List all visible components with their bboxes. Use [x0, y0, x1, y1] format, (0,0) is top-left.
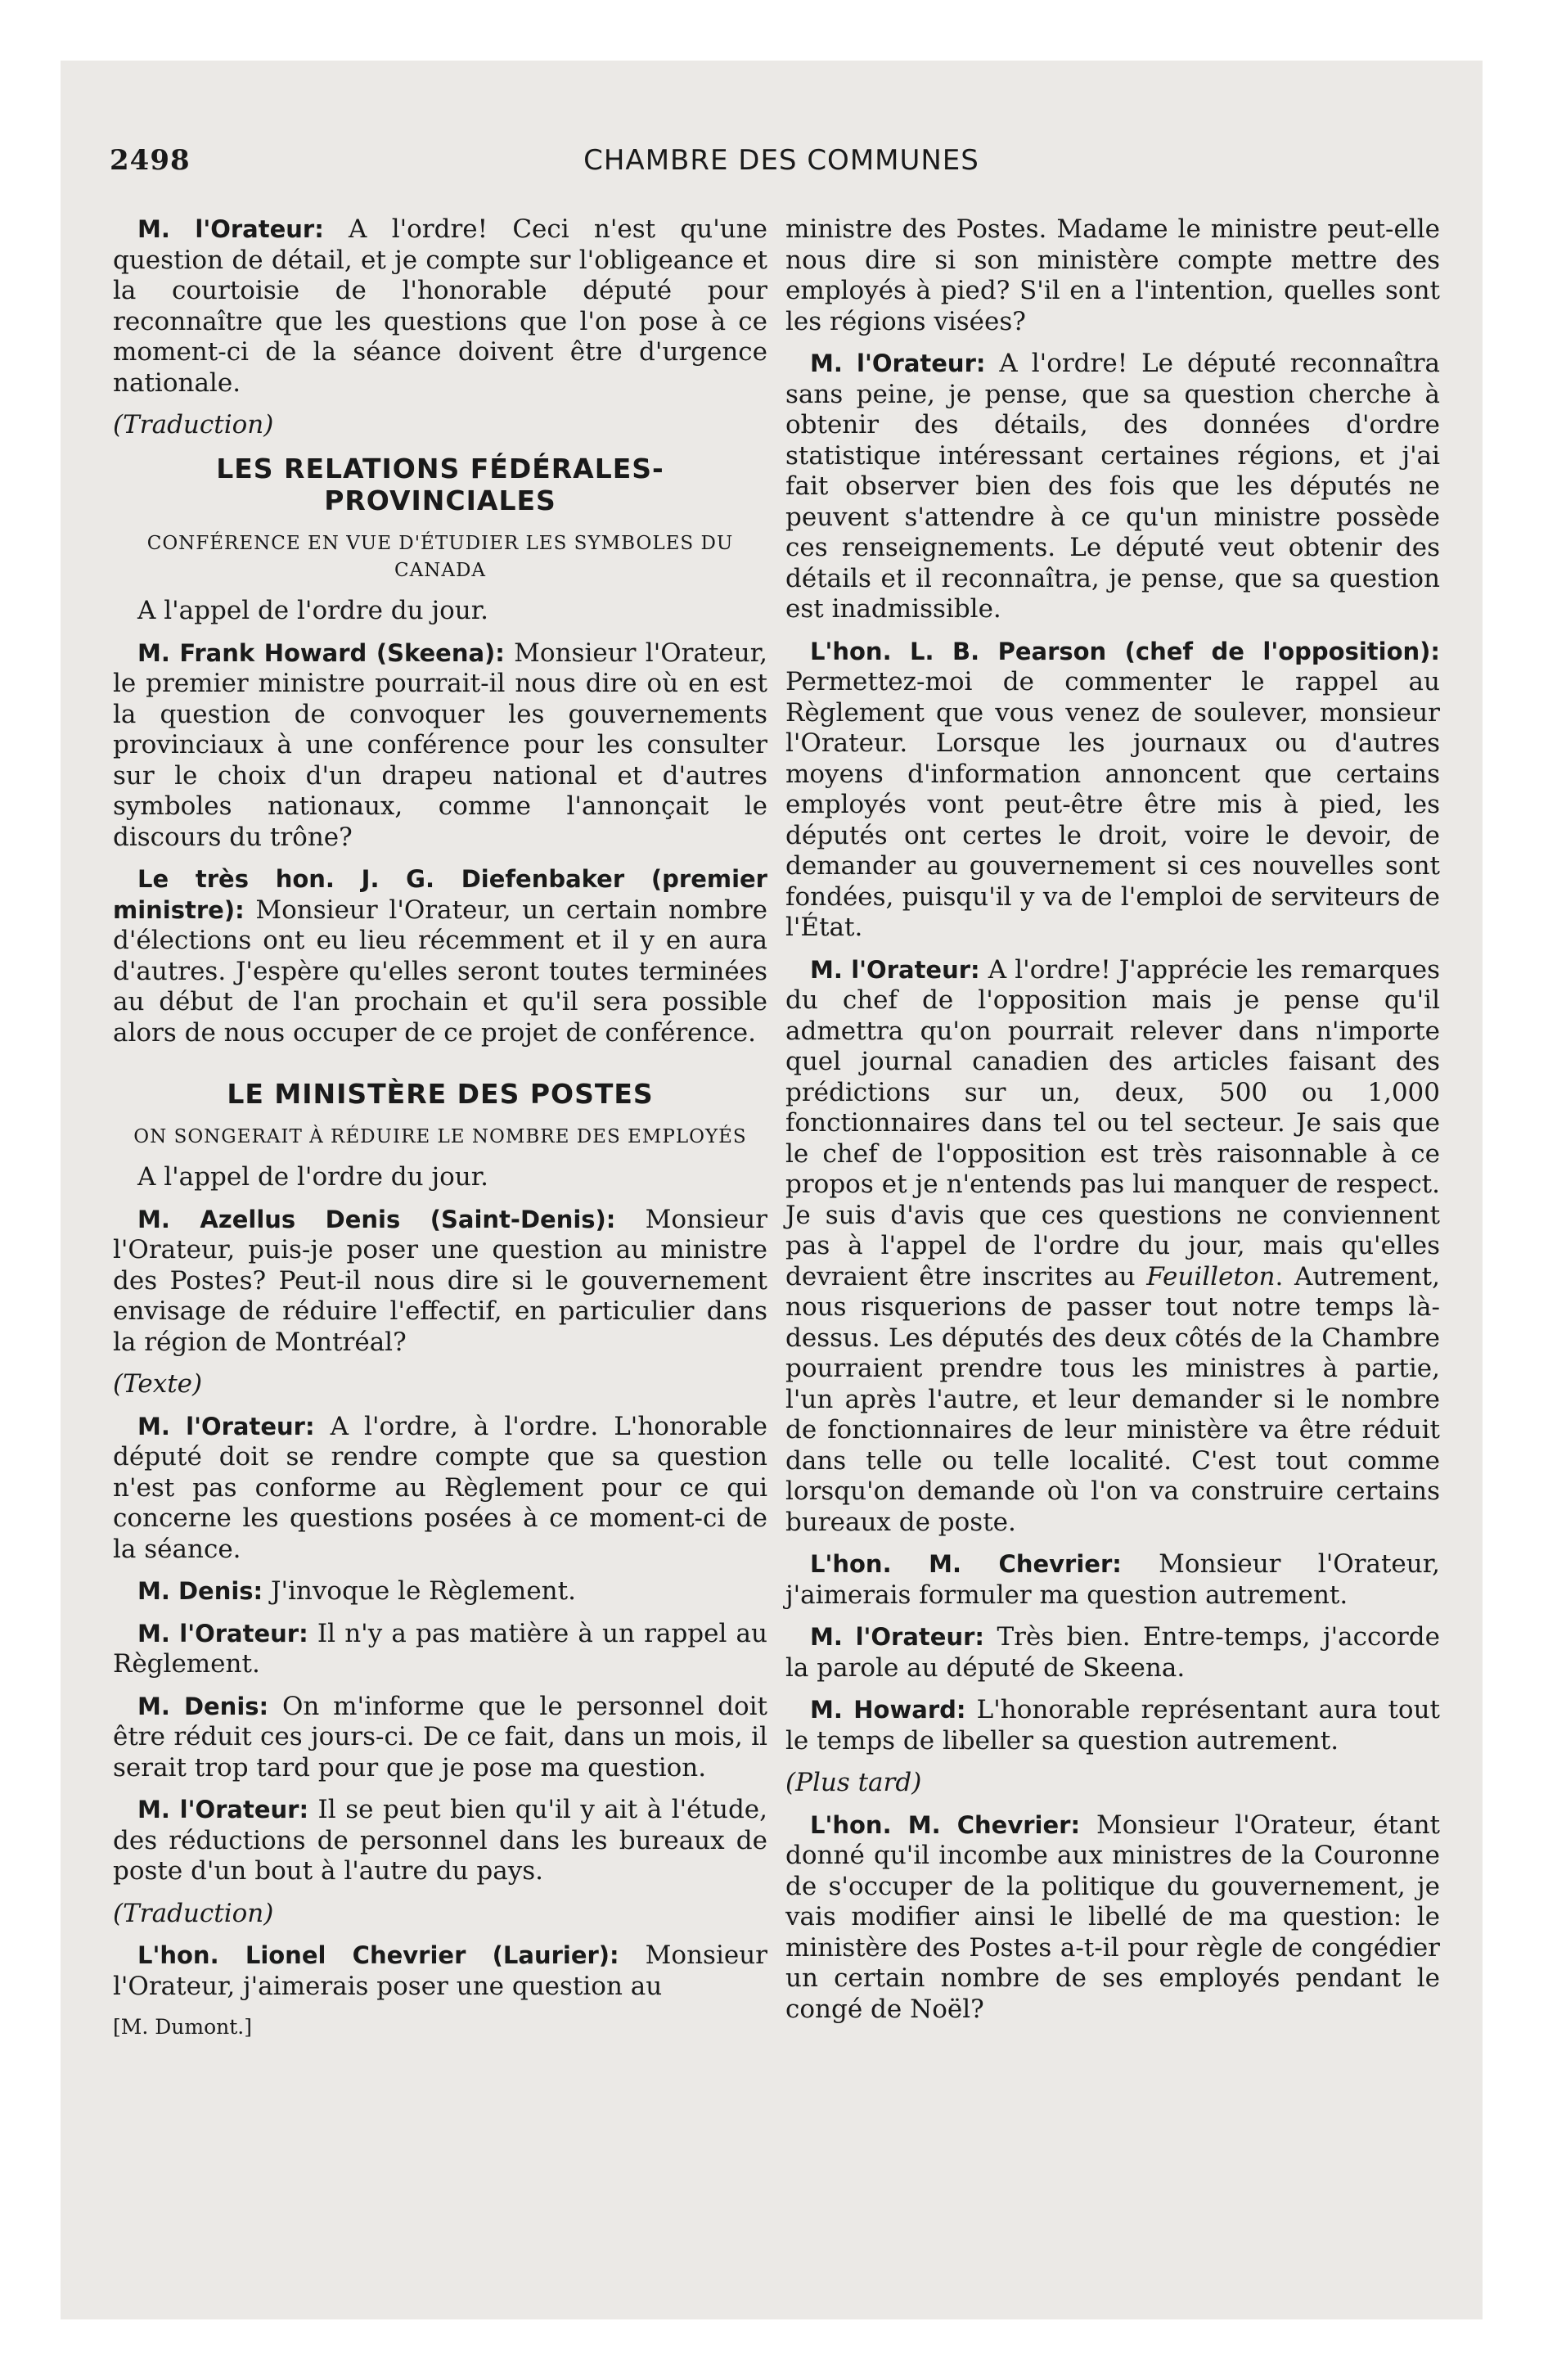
paragraph — [113, 1412, 767, 1566]
speaker-name: M. l'Orateur: — [810, 1623, 984, 1651]
speech-text: Monsieur l'Orateur, j'aimerais formuler ma question autrement. — [785, 1549, 1440, 1610]
speaker-name: L'hon. Lionel Chevrier (Laurier): — [137, 1941, 619, 1970]
left-column — [113, 214, 767, 2052]
speech-text: Monsieur l'Orateur, puis-je poser une question au ministre des Postes? Peut-il nous dire si le gouvernement envisage de réduire l'effectif, en particulier dans la région de Montréal? — [113, 1204, 767, 1357]
emphasis-text: Feuilleton — [1146, 1261, 1276, 1291]
paragraph — [113, 1619, 767, 1680]
section-subheading: CONFÉRENCE EN VUE D'ÉTUDIER LES SYMBOLES DU CANADA — [146, 532, 734, 582]
speaker-name: M. Frank Howard (Skeena): — [137, 638, 505, 667]
speaker-name: M. l'Orateur: — [137, 1619, 308, 1648]
speech-text: Monsieur l'Orateur, j'aimerais poser une question au — [113, 1941, 767, 2001]
paragraph: ministre des Postes. Madame le ministre peut-elle nous dire si son ministère compte mettre des employés à pied? S'il en a l'intention, quelles sont les régions visées? — [785, 214, 1440, 336]
speaker-name: L'hon. L. B. Pearson (chef de l'opposition): — [810, 637, 1440, 665]
speech-text: On m'informe que le personnel doit être réduit ces jours-ci. De ce fait, dans un mois, il serait trop tard pour que je pose ma question. — [113, 1691, 767, 1783]
speaker-name: M. Denis: — [137, 1692, 269, 1720]
paragraph: A l'appel de l'ordre du jour. — [137, 596, 488, 626]
section-heading: LES RELATIONS FÉDÉRALES-PROVINCIALES — [216, 452, 664, 517]
paragraph — [785, 349, 1440, 625]
paragraph — [113, 638, 767, 854]
speech-text: A l'ordre! J'apprécie les remarques du chef de l'opposition mais je pense qu'il admettra qu'on pourrait relever dans n'importe quel journal canadien des articles faisant des prédictions sur un, deux, 500 ou 1,000 fonctionnaires dans tel ou tel secteur. Je sais que le chef de l'opposition est très raisonnable à ce propos et je n'entends pas lui manquer de respect. Je suis d'avis que ces questions ne conviennent pas à l'appel de l'ordre du jour, mais qu'elles devraient être inscrites au — [785, 954, 1441, 1291]
speech-text: Monsieur l'Orateur, un certain nombre d'élections ont eu lieu récemment et il y en aura d'autres. J'espère qu'elles seront toutes terminées au début de l'an prochain et qu'il sera possible alors de nous occuper de ce projet de conférence. — [113, 895, 767, 1048]
speaker-name: M. l'Orateur: — [137, 1412, 315, 1440]
language-note: (Traduction) — [113, 1898, 274, 1928]
running-head: CHAMBRE DES COMMUNES — [583, 144, 979, 177]
speech-text: Monsieur l'Orateur, le premier ministre pourrait-il nous dire où en est la question de convoquer les gouvernements provinciaux à une conférence pour les consulter sur le choix d'un drapeu national et d'autres symboles nationaux, comme l'annonçait le discours du trône? — [113, 638, 767, 852]
speaker-name: Le très hon. J. G. Diefenbaker (premier ministre): — [113, 865, 767, 924]
speaker-name: L'hon. M. Chevrier: — [810, 1810, 1081, 1839]
paragraph — [785, 955, 1440, 1539]
speech-text: Monsieur l'Orateur, étant donné qu'il incombe aux ministres de la Couronne de s'occuper de la politique du gouvernement, je vais modifier ainsi le libellé de ma question: le ministère des Postes a-t-il pour règle de congédier un certain nombre de ses employés pendant le congé de Noël? — [785, 1810, 1441, 2024]
paragraph — [785, 1622, 1440, 1684]
speech-text: L'honorable représentant aura tout le temps de libeller sa question autrement. — [785, 1695, 1440, 1756]
language-note: (Plus tard) — [785, 1768, 922, 1797]
paragraph — [113, 1576, 767, 1607]
paragraph — [113, 864, 767, 1048]
language-note: (Texte) — [113, 1369, 203, 1400]
paragraph — [113, 1692, 767, 1784]
paragraph — [113, 1795, 767, 1887]
speech-text: J'invoque le Règlement. — [263, 1576, 576, 1607]
speech-text: Il n'y a pas matière à un rappel au Règlement. — [113, 1618, 768, 1679]
speaker-name: M. l'Orateur: — [810, 349, 986, 377]
page-header — [110, 144, 1453, 185]
speech-text: A l'ordre, à l'ordre. L'honorable député doit se rendre compte que sa question n'est pas conforme au Règlement pour ce qui concerne les questions posées à ce moment-ci de la séance. — [113, 1411, 767, 1564]
speaker-name: M. l'Orateur: — [137, 1796, 309, 1824]
section-heading: LE MINISTÈRE DES POSTES — [227, 1078, 654, 1111]
speech-text: Il se peut bien qu'il y ait à l'étude, des réductions de personnel dans les bureaux de poste d'un bout à l'autre du pays. — [113, 1795, 767, 1886]
speech-text: . Autrement, nous risquerions de passer tout notre temps là-dessus. Les députés des deux côtés de la Chambre pourraient prendre tous les ministres à partie, l'un après l'autre, et leur demander si le nombre de fonctionnaires de leur ministère va être réduit dans telle ou telle localité. C'est tout comme lorsqu'on demande où l'on va construire certains bureaux de poste. — [785, 1261, 1440, 1537]
speaker-name: M. Azellus Denis (Saint-Denis): — [137, 1205, 616, 1233]
paragraph — [785, 637, 1440, 944]
right-column — [785, 214, 1440, 2036]
paragraph — [785, 1695, 1440, 1756]
page-number: 2498 — [110, 144, 191, 177]
language-note: (Traduction) — [113, 410, 274, 439]
paragraph — [785, 1810, 1440, 2026]
paragraph — [113, 1941, 767, 2002]
paragraph — [113, 1205, 767, 1359]
footnote: [M. Dumont.] — [113, 2015, 252, 2040]
paragraph: A l'appel de l'ordre du jour. — [137, 1162, 488, 1192]
paragraph — [113, 214, 767, 399]
speech-text: A l'ordre! Le député reconnaîtra sans peine, je pense, que sa question cherche à obtenir des détails, des données d'ordre statistique intéressant certaines régions, et j'ai fait observer bien des fois que les députés ne peuvent s'attendre à ce qu'un ministre possède ces renseignements. Le député veut obtenir des détails et il reconnaîtra, je pense, que sa question est inadmissible. — [785, 349, 1440, 624]
speech-text: Permettez-moi de commenter le rappel au Règlement que vous venez de soulever, monsieur l'Orateur. Lorsque les journaux ou d'autres moyens d'information annoncent que certains employés vont peut-être être mis à pied, les députés ont certes le droit, voire le devoir, de demander au gouvernement si ces nouvelles sont fondées, puisqu'il y va de l'emploi de serviteurs de l'État. — [785, 667, 1440, 942]
speaker-name: M. l'Orateur: — [137, 215, 324, 243]
paragraph — [785, 1549, 1440, 1611]
speech-text: Très bien. Entre-temps, j'accorde la parole au député de Skeena. — [785, 1622, 1440, 1683]
speaker-name: L'hon. M. Chevrier: — [810, 1550, 1122, 1578]
section-subheading: ON SONGERAIT À RÉDUIRE LE NOMBRE DES EMPLOYÉS — [133, 1125, 747, 1147]
speaker-name: M. Denis: — [137, 1577, 263, 1606]
speaker-name: M. Howard: — [810, 1696, 966, 1724]
speaker-name: M. l'Orateur: — [810, 955, 980, 984]
speech-text: A l'ordre! Ceci n'est qu'une question de détail, et je compte sur l'obligeance et la courtoisie de l'honorable député pour reconnaître que les questions que l'on pose à ce moment-ci de la séance doivent être d'urgence nationale. — [113, 214, 767, 398]
